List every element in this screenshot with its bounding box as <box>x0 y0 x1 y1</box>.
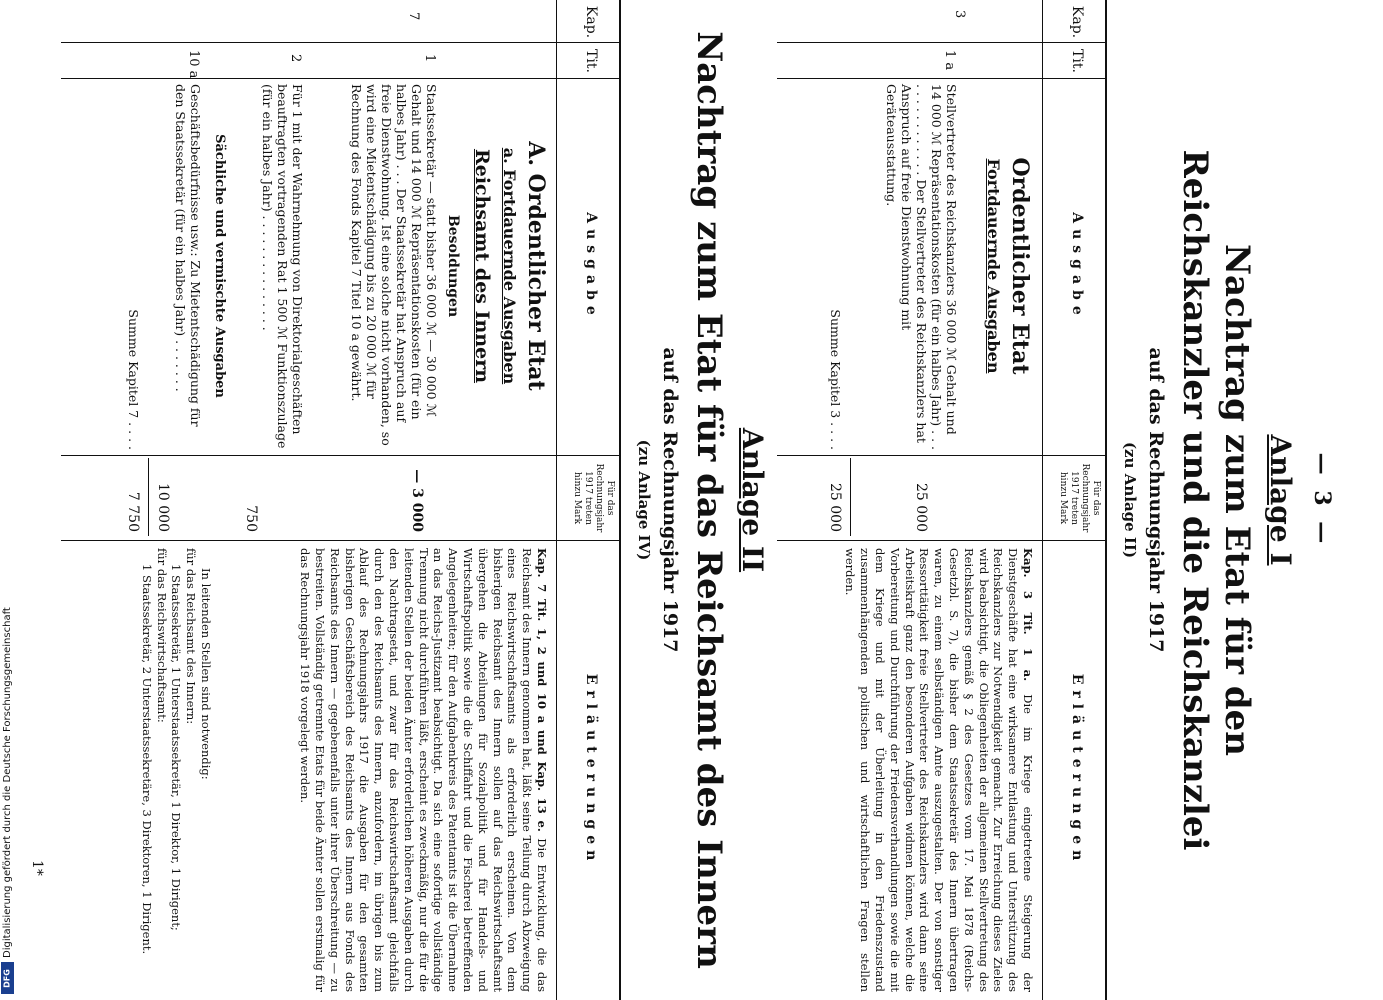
annex2-row1-tit: 1 <box>422 54 437 63</box>
annex2-explanation-list2: für das Reichswirtschaftsamt: <box>154 548 169 723</box>
annex2-office-title: Reichsamt des Innern <box>471 148 493 384</box>
annex2-explanation <box>297 548 549 992</box>
annex1-kap: 3 <box>952 10 967 19</box>
annex2-row3-text: Geschäftsbedürfnisse usw.: Zu Mietentschädigung für den Staatssekretär (für ein halbes Jahr) . . . . . . . <box>173 84 203 427</box>
annex2-row1-text: Staatssekretär — statt bisher 36 000 ℳ — 30 000 ℳ Gehalt und 14 000 ℳ Repräsentationskosten (für ein halbes Jahr) . . . Der Staatssekretär hat Anspruch auf freie Dienstwohnung. Ist eine solche nicht vorhanden, so wird eine Mietentschädigung bis zu 20 000 ℳ für Rechnung des Fonds Kapitel 7 Titel 10 a gewährt. <box>349 84 439 446</box>
annex2-row2-amount: 750 <box>243 505 259 532</box>
annex2-section-title: A. Ordentlicher Etat <box>523 141 549 391</box>
annex2-explanation-list <box>139 548 213 992</box>
annex2-col-betrag: Für das Rechnungsjahr 1917 treten hinzu Mark <box>572 463 615 533</box>
annex2-label: Anlage II <box>736 427 769 573</box>
annex2-subtitle: auf das Rechnungsjahr 1917 <box>659 347 681 653</box>
annex1-row-text: Stellvertreter des Reichskanzlers 36 000 ℳ Gehalt und 14 000 ℳ Repräsentationskosten (für ein halbes Jahr) . . . . . . . . . . . . . . . Der Stellvertreter des Reichskanzlers hat Anspruch auf freie Dienstwohnung mit Geräteausstattung. <box>884 84 959 451</box>
annex1-title-line1: Nachtrag zum Etat für den <box>1217 243 1257 757</box>
annex2-explanation-list1: für das Reichsamt des Innern: <box>184 548 199 725</box>
annex2-col-tit: Tit. <box>583 49 599 73</box>
annex1-table <box>777 0 1107 1000</box>
annex2-row1-amount: — 3 000 <box>409 469 425 532</box>
annex2-section-sub: a. Fortdauernde Ausgaben <box>500 147 519 385</box>
annex2-row2-text: Für 1 mit der Wahrnehmung von Direktorialgeschäften beauftragten vortragenden Rat 1 500 ℳ Funktionszulage (für ein halbes Jahr) . . . . . . . . . . . . . . . <box>260 84 305 449</box>
annex1-label: Anlage I <box>1264 434 1297 566</box>
annex1-col-kap: Kap. <box>1069 5 1085 39</box>
annex2-col-erlaeuterungen: Erläuterungen <box>583 673 599 867</box>
annex1-title-line2: Reichskanzler und die Reichskanzlei <box>1175 149 1215 851</box>
annex1-sum-amount: 25 000 <box>827 483 843 532</box>
annex1-subtitle: auf das Rechnungsjahr 1917 <box>1145 347 1167 653</box>
annex2-explanation-list2-items: 1 Staatssekretär, 2 Unterstaatssekretäre, 3 Direktoren, 1 Dirigent. <box>139 564 154 955</box>
annex1-col-erlaeuterungen: Erläuterungen <box>1069 673 1085 867</box>
digitization-credit: Digitalisierung gefördert durch die Deutsche Forschungsgemeinschaft <box>2 607 13 958</box>
annex1-row-amount: 25 000 <box>913 483 929 532</box>
annex2-col-ausgabe: Ausgabe <box>583 212 599 321</box>
annex1-sum-label: Summe Kapitel 3 . . . . <box>828 309 843 450</box>
annex1-col-tit: Tit. <box>1069 49 1085 73</box>
page-number: — 3 — <box>1309 452 1335 548</box>
annex1-tit: 1 a <box>942 50 957 71</box>
dfg-logo-icon <box>1 962 14 994</box>
annex1-explanation <box>843 548 1035 992</box>
annex1-col-ausgabe: Ausgabe <box>1069 212 1085 321</box>
annex1-explanation-text: Die im Kriege eingetretene Steigerung der Dienstgeschäfte hat eine wirksamere Entlastung und Unterstützung des Reichskanzlers zur Notwendigkeit gemacht. Zur Erreichung dieses Zieles wird beabsichtigt, die Obliegenheiten der allgemeinen Stellvertretung des Reichskanzlers gemäß § 2 des Gesetzes vom 17. Mai 1878 (Reichs-Gesetzbl. S. 7), die bisher dem Staatssekretär des Innern übertragen waren, zu einem selbständigen Amte auszugestalten. Der von sonstiger Ressorttätigkeit freie Stellvertreter des Reichskanzlers wird dann seine Arbeitskraft ganz den besonderen Aufgaben widmen können, welche die Vorbereitung und Durchführung der Friedensverhandlungen sowie die mit dem Kriege und mit der Überleitung in den Friedenszustand zusammenhängenden politischen und wirtschaftlichen Fragen stellen werden. <box>843 548 1035 992</box>
annex1-explanation-head: Kap. 3 Tit. 1 a. <box>1021 548 1035 682</box>
annex2-row3-amount: 10 000 <box>155 483 171 532</box>
annex2-explanation-list-head: In leitenden Stellen sind notwendig: <box>199 568 213 780</box>
annex2-row3-tit: 10 a <box>186 50 201 79</box>
annex2-explanation-list1-items: 1 Staatssekretär, 1 Unterstaatssekretär, 1 Direktor, 1 Dirigent; <box>169 564 184 931</box>
annex2-sum-label: Summe Kapitel 7 . . . . <box>126 309 141 450</box>
annex2-row2-tit: 2 <box>288 54 303 63</box>
annex2-explanation-head: Kap. 7 Tit. 1, 2 und 10 a und Kap. 13 e. <box>535 548 549 832</box>
footer-mark: 1* <box>29 860 45 876</box>
annex2-table <box>61 0 621 1000</box>
annex2-col-kap: Kap. <box>583 5 599 39</box>
annex2-sum-amount: 7 750 <box>125 491 141 532</box>
annex2-explanation-text: Die Entwicklung, die das Reichsamt des Innern genommen hat, läßt seine Teilung durch Abzweigung eines Reichswirtschaftsamts als erforderlich erscheinen. Von dem bisherigen Reichsamt des Innern sollen auf das Reichswirtschaftsamt übergehen die Abteilungen für Sozialpolitik und für Handels- und Wirtschaftspolitik sowie die die Schiffahrt und die Fischerei betreffenden Angelegenheiten; für den Aufgabenkreis des Patentamts ist die Übernahme an das Reichs-Justizamt beabsichtigt. Da sich eine sofortige vollständige Trennung nicht durchführen läßt, erscheint es zweckmäßig, nur die für die leitenden Stellen der beiden Ämter erforderlichen höheren Ausgaben durch den Nachtragsetat, und zwar für das Reichswirtschaftsamt gleichfalls durch den des Reichsamts des Innern, anzufordern, im übrigen bis zum Ablauf des Rechnungsjahrs 1917 die Ausgaben für den gesamten bisherigen Geschäftsbereich des Reichsamts des Innern aus Fonds des Reichsamts des Innern — gegebenenfalls unter ihrer Überschreitung — zu bestreiten. Vollständig getrennte Etats für beide Ämter sollen erstmalig für das Rechnungsjahr 1918 vorgelegt werden. <box>298 548 549 992</box>
annex1-col-betrag: Für das Rechnungsjahr 1917 treten hinzu Mark <box>1058 463 1101 533</box>
annex2-note: (zu Anlage IV) <box>635 439 653 561</box>
annex2-kap: 7 <box>406 12 421 21</box>
annex1-section-sub: Fortdauernde Ausgaben <box>984 158 1003 374</box>
annex1-section-title: Ordentlicher Etat <box>1007 157 1033 375</box>
dfg-logo-text: DFG <box>2 969 12 988</box>
annex2-title: Nachtrag zum Etat für das Reichsamt des Innern <box>689 31 729 969</box>
annex2-salaries-head: Besoldungen <box>445 214 461 318</box>
annex2-sach-head: Sächliche und vermischte Ausgaben <box>212 134 227 398</box>
annex1-note: (zu Anlage II) <box>1121 441 1139 559</box>
